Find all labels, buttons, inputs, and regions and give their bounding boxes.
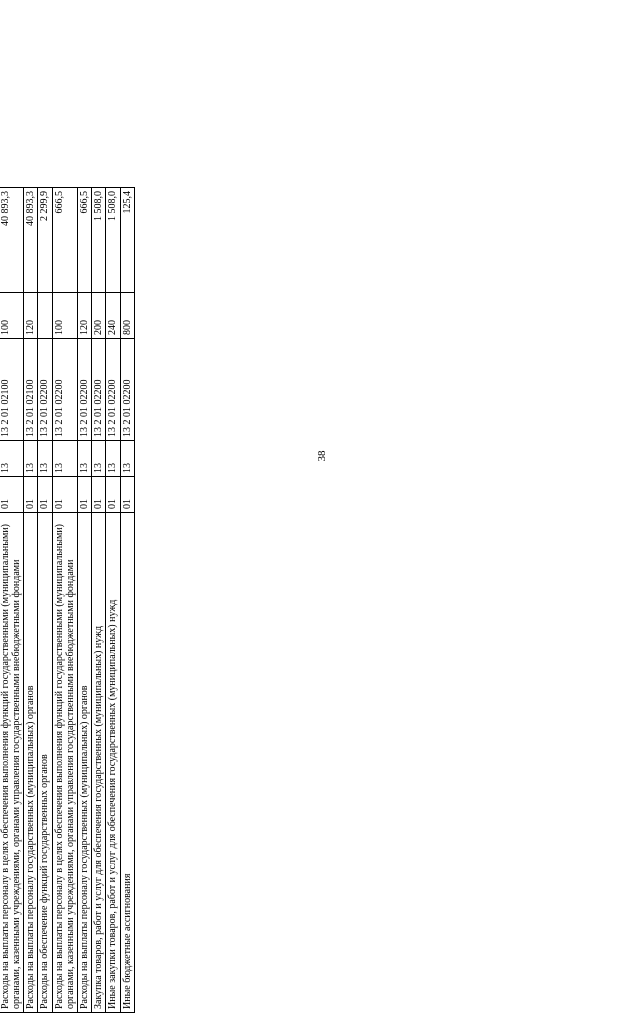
cell-sum: 666,5 [78,188,92,293]
table-row [24,188,38,1013]
table-row [38,188,52,1013]
cell-csr: 13 2 01 02200 [78,339,92,441]
cell-rz: 01 [106,477,120,513]
cell-name: Иные закупки товаров, работ и услуг для обеспечения государственных (муниципальных) нужд [106,513,120,1013]
cell-name: Расходы на выплаты персоналу государственных (муниципальных) органов [24,513,38,1013]
table-row [0,188,24,1013]
cell-pr: 13 [78,441,92,477]
table-row [120,188,134,1013]
cell-pr: 13 [38,441,52,477]
cell-pr: 13 [52,441,77,477]
cell-pr: 13 [24,441,38,477]
cell-vr [38,293,52,339]
cell-csr: 13 2 01 02200 [106,339,120,441]
cell-name: Расходы на выплаты персоналу государственных (муниципальных) органов [78,513,92,1013]
table-row [78,188,92,1013]
cell-csr: 13 2 01 02100 [24,339,38,441]
cell-csr: 13 2 01 02200 [120,339,134,441]
table-row [92,188,106,1013]
cell-csr: 13 2 01 02200 [38,339,52,441]
cell-sum: 1 508,0 [106,188,120,293]
table-row [52,188,77,1013]
cell-rz: 01 [92,477,106,513]
cell-rz: 01 [52,477,77,513]
page-number: 38 [316,450,328,462]
cell-vr: 200 [92,293,106,339]
cell-vr: 100 [0,293,24,339]
cell-csr: 13 2 01 02100 [0,339,24,441]
cell-rz: 01 [120,477,134,513]
cell-csr: 13 2 01 02200 [52,339,77,441]
cell-pr: 13 [0,441,24,477]
cell-sum: 1 508,0 [92,188,106,293]
cell-name: Расходы на обеспечение функций государственных органов [38,513,52,1013]
table-row [106,188,120,1013]
cell-rz: 01 [78,477,92,513]
cell-rz: 01 [38,477,52,513]
cell-pr: 13 [106,441,120,477]
cell-name: Закупка товаров, работ и услуг для обеспечения государственных (муниципальных) нужд [92,513,106,1013]
cell-sum: 2 299,9 [38,188,52,293]
cell-csr: 13 2 01 02200 [92,339,106,441]
cell-name: Расходы на выплаты персоналу в целях обеспечения выполнения функций государственными (муниципальными) органами, казенными учреждениями, органами управления государственными внебюджетными фондами [52,513,77,1013]
cell-name: Иные бюджетные ассигнования [120,513,134,1013]
cell-sum: 125,4 [120,188,134,293]
cell-sum: 40 893,3 [0,188,24,293]
cell-vr: 120 [78,293,92,339]
cell-vr: 240 [106,293,120,339]
cell-vr: 100 [52,293,77,339]
rotated-table-wrapper [0,188,385,1013]
cell-sum: 40 893,3 [24,188,38,293]
cell-name: Расходы на выплаты персоналу в целях обеспечения выполнения функций государственными (муниципальными) органами, казенными учреждениями, органами управления государственными внебюджетными фондами [0,513,24,1013]
cell-vr: 120 [24,293,38,339]
cell-sum: 666,5 [52,188,77,293]
cell-rz: 01 [24,477,38,513]
cell-vr: 800 [120,293,134,339]
cell-pr: 13 [92,441,106,477]
cell-pr: 13 [120,441,134,477]
budget-table [0,187,135,1013]
cell-rz: 01 [0,477,24,513]
